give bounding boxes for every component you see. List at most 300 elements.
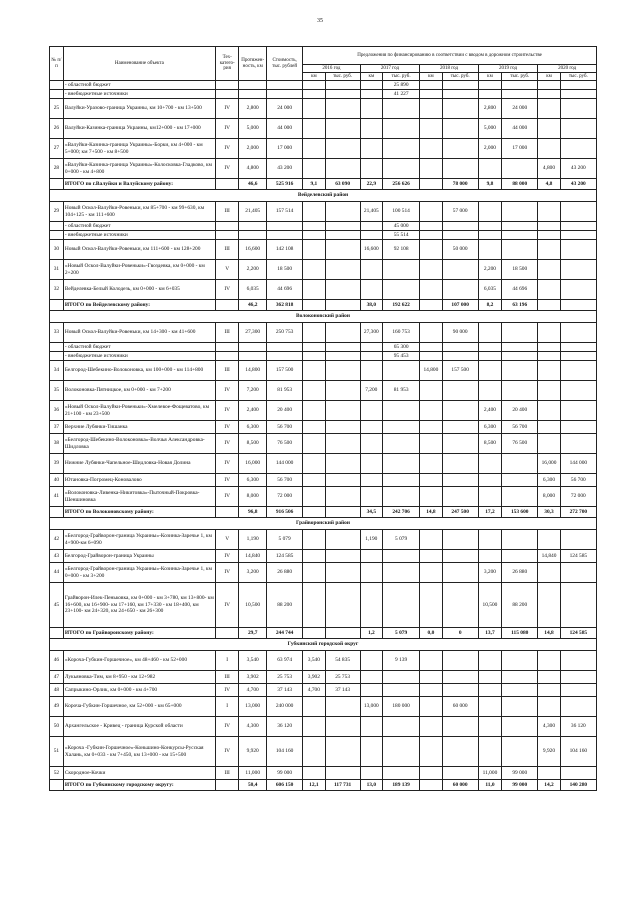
row-number (50, 628, 64, 639)
year-value-cell: 3,200 (478, 563, 501, 583)
year-value-cell: 11,0 (478, 780, 501, 791)
year-value-cell (538, 260, 560, 280)
length-cell: 6,035 (239, 280, 267, 300)
year-value-cell (478, 352, 501, 361)
year-value-cell: 104 160 (560, 737, 596, 767)
year-value-cell (325, 280, 360, 300)
year-value-cell (303, 159, 325, 179)
object-name: - областной бюджет (63, 81, 215, 90)
year-value-cell (560, 90, 596, 99)
row-number: 52 (50, 767, 64, 780)
header-year-2020: 2020 год (538, 65, 597, 73)
length-cell: 3,200 (239, 563, 267, 583)
row-number (50, 507, 64, 518)
category-cell: IV (215, 454, 238, 474)
year-value-cell (560, 563, 596, 583)
year-value-cell (383, 99, 420, 119)
row-number: 30 (50, 240, 64, 260)
year-value-cell: 5,000 (478, 119, 501, 139)
table-row (50, 454, 597, 474)
year-value-cell (325, 260, 360, 280)
category-cell: III (215, 240, 238, 260)
year-value-cell (502, 361, 538, 381)
year-value-cell (442, 530, 478, 550)
year-value-cell (538, 81, 560, 90)
year-value-cell (478, 381, 501, 401)
year-value-cell (360, 401, 382, 421)
year-value-cell (325, 717, 360, 737)
year-value-cell: 8,500 (478, 434, 501, 454)
length-cell: 4,800 (239, 159, 267, 179)
year-value-cell (442, 280, 478, 300)
year-value-cell (478, 159, 501, 179)
year-value-cell (442, 454, 478, 474)
row-number: 50 (50, 717, 64, 737)
year-value-cell (538, 671, 560, 684)
object-name: Валуйки-Казинка-граница Украины, км12+000 - км 17+000 (63, 119, 215, 139)
year-value-cell (560, 361, 596, 381)
year-value-cell (502, 240, 538, 260)
cost-cell (267, 90, 303, 99)
category-cell (215, 222, 238, 231)
year-value-cell (478, 651, 501, 671)
cost-cell (267, 231, 303, 240)
year-value-cell (442, 550, 478, 563)
year-value-cell: 56 700 (560, 474, 596, 487)
row-number: 28 (50, 159, 64, 179)
year-value-cell (442, 222, 478, 231)
year-value-cell (538, 300, 560, 311)
page-number: 35 (317, 18, 323, 24)
sub-row (50, 90, 597, 99)
row-number: 35 (50, 381, 64, 401)
year-value-cell (560, 240, 596, 260)
cost-cell: 17 000 (267, 139, 303, 159)
year-value-cell: 5 079 (383, 530, 420, 550)
year-value-cell (360, 421, 382, 434)
header-unit-rub: тыс. руб. (560, 73, 596, 81)
year-value-cell (478, 240, 501, 260)
year-value-cell (383, 401, 420, 421)
table-row (50, 159, 597, 179)
total-row (50, 780, 597, 791)
object-name: «Белгород-Грайворон-граница Украины»-Козинка-Заречье 1, км 4+900-км 6+090 (63, 530, 215, 550)
year-value-cell: 22,9 (360, 179, 382, 190)
year-value-cell (442, 381, 478, 401)
cost-cell (267, 222, 303, 231)
length-cell: 5,000 (239, 119, 267, 139)
cost-cell: 124 585 (267, 550, 303, 563)
year-value-cell: 256 626 (383, 179, 420, 190)
year-value-cell (502, 222, 538, 231)
row-number: 47 (50, 671, 64, 684)
year-value-cell (383, 434, 420, 454)
year-value-cell (325, 361, 360, 381)
year-value-cell (360, 563, 382, 583)
row-number (50, 780, 64, 791)
row-number: 45 (50, 583, 64, 628)
year-value-cell: 13,0 (360, 780, 382, 791)
year-value-cell (360, 717, 382, 737)
year-value-cell: 99 000 (502, 780, 538, 791)
year-value-cell (303, 381, 325, 401)
category-cell: IV (215, 684, 238, 697)
year-value-cell (420, 323, 442, 343)
year-value-cell (325, 421, 360, 434)
year-value-cell (303, 139, 325, 159)
row-number: 40 (50, 474, 64, 487)
year-value-cell (560, 222, 596, 231)
row-number: 48 (50, 684, 64, 697)
year-value-cell: 50 000 (442, 240, 478, 260)
object-name: Скородное-Кочки (63, 767, 215, 780)
year-value-cell (502, 343, 538, 352)
category-cell: III (215, 767, 238, 780)
length-cell: 21,405 (239, 202, 267, 222)
year-value-cell (442, 90, 478, 99)
object-name: «Белгород-Грайворон-граница Украины»-Козинка-Заречье 1, км 0+000 - км 3+200 (63, 563, 215, 583)
year-value-cell (325, 139, 360, 159)
year-value-cell (560, 280, 596, 300)
year-value-cell (560, 434, 596, 454)
year-value-cell (538, 421, 560, 434)
row-number: 46 (50, 651, 64, 671)
year-value-cell (360, 90, 382, 99)
year-value-cell (303, 81, 325, 90)
table-row (50, 99, 597, 119)
year-value-cell (538, 684, 560, 697)
year-value-cell (442, 651, 478, 671)
cost-cell (267, 81, 303, 90)
year-value-cell (303, 361, 325, 381)
year-value-cell: 8,2 (478, 300, 501, 311)
category-cell: IV (215, 421, 238, 434)
header-year-2018: 2018 год (420, 65, 479, 73)
length-cell: 96,8 (239, 507, 267, 518)
year-value-cell (325, 628, 360, 639)
table-row (50, 684, 597, 697)
length-cell: 14,840 (239, 550, 267, 563)
year-value-cell (360, 737, 382, 767)
length-cell: 3,540 (239, 651, 267, 671)
year-value-cell (303, 99, 325, 119)
year-value-cell (360, 583, 382, 628)
object-name: Волоконовка-Пятницкое, км 0+000 - км 7+200 (63, 381, 215, 401)
year-value-cell (502, 474, 538, 487)
category-cell (215, 780, 238, 791)
year-value-cell: 41 227 (383, 90, 420, 99)
year-value-cell: 4,700 (303, 684, 325, 697)
year-value-cell: 20 400 (502, 401, 538, 421)
year-value-cell (420, 780, 442, 791)
year-value-cell (360, 361, 382, 381)
year-value-cell (360, 139, 382, 159)
year-value-cell (560, 697, 596, 717)
year-value-cell (383, 671, 420, 684)
table-row (50, 361, 597, 381)
year-value-cell (303, 717, 325, 737)
year-value-cell (325, 300, 360, 311)
cost-cell: 525 916 (267, 179, 303, 190)
year-value-cell (538, 530, 560, 550)
year-value-cell: 6,035 (478, 280, 501, 300)
year-value-cell (325, 81, 360, 90)
year-value-cell (383, 454, 420, 474)
year-value-cell: 0,0 (420, 628, 442, 639)
year-value-cell (442, 343, 478, 352)
cost-cell (267, 352, 303, 361)
year-value-cell (383, 737, 420, 767)
year-value-cell (538, 767, 560, 780)
year-value-cell (420, 231, 442, 240)
year-value-cell: 3,540 (303, 651, 325, 671)
year-value-cell: 63 196 (502, 300, 538, 311)
year-value-cell: 56 700 (502, 421, 538, 434)
cost-cell: 26 880 (267, 563, 303, 583)
year-value-cell (442, 421, 478, 434)
year-value-cell (560, 231, 596, 240)
year-value-cell: 30,3 (538, 507, 560, 518)
year-value-cell (420, 717, 442, 737)
length-cell: 3,902 (239, 671, 267, 684)
year-value-cell: 153 600 (502, 507, 538, 518)
year-value-cell (478, 697, 501, 717)
year-value-cell: 13,7 (478, 628, 501, 639)
year-value-cell (442, 81, 478, 90)
length-cell: 46,6 (239, 179, 267, 190)
year-value-cell: 60 000 (442, 697, 478, 717)
length-cell: 10,500 (239, 583, 267, 628)
object-name: Новый Оскол-Валуйки-Ровеньки, км 14+300 - км 41+600 (63, 323, 215, 343)
length-cell: 2,800 (239, 99, 267, 119)
year-value-cell (325, 507, 360, 518)
year-value-cell (420, 671, 442, 684)
category-cell: IV (215, 381, 238, 401)
year-value-cell (420, 737, 442, 767)
category-cell: I (215, 697, 238, 717)
cost-cell: 36 120 (267, 717, 303, 737)
year-value-cell (325, 583, 360, 628)
year-value-cell (325, 767, 360, 780)
cost-cell: 63 974 (267, 651, 303, 671)
year-value-cell (478, 343, 501, 352)
year-value-cell (502, 352, 538, 361)
cost-cell: 104 160 (267, 737, 303, 767)
year-value-cell (303, 697, 325, 717)
year-value-cell (420, 474, 442, 487)
year-value-cell (420, 240, 442, 260)
year-value-cell (360, 454, 382, 474)
length-cell: 8,500 (239, 434, 267, 454)
year-value-cell (325, 381, 360, 401)
year-value-cell (502, 381, 538, 401)
year-value-cell (560, 260, 596, 280)
year-value-cell (478, 550, 501, 563)
year-value-cell (478, 530, 501, 550)
cost-cell: 44 000 (267, 119, 303, 139)
length-cell: 14,800 (239, 361, 267, 381)
year-value-cell (502, 651, 538, 671)
year-value-cell: 4,800 (538, 159, 560, 179)
category-cell: IV (215, 99, 238, 119)
cost-cell: 240 000 (267, 697, 303, 717)
row-number: 49 (50, 697, 64, 717)
header-unit-km: км (303, 73, 325, 81)
year-value-cell (442, 231, 478, 240)
cost-cell: 43 200 (267, 159, 303, 179)
year-value-cell (420, 179, 442, 190)
year-value-cell (325, 343, 360, 352)
year-value-cell (360, 671, 382, 684)
row-number (50, 179, 64, 190)
length-cell (239, 352, 267, 361)
year-value-cell: 34,5 (360, 507, 382, 518)
year-value-cell (442, 563, 478, 583)
year-value-cell (442, 139, 478, 159)
year-value-cell: 10,500 (478, 583, 501, 628)
length-cell: 2,000 (239, 139, 267, 159)
year-value-cell (420, 119, 442, 139)
object-name: Ютановка-Погромец-Коновалово (63, 474, 215, 487)
year-value-cell (360, 474, 382, 487)
year-value-cell (325, 352, 360, 361)
year-value-cell (325, 697, 360, 717)
cost-cell: 157 500 (267, 361, 303, 381)
year-value-cell (560, 421, 596, 434)
header-year-2017: 2017 год (360, 65, 420, 73)
length-cell: 50,4 (239, 780, 267, 791)
header-unit-rub: тыс. руб. (442, 73, 478, 81)
year-value-cell (420, 583, 442, 628)
year-value-cell: 45 000 (383, 222, 420, 231)
year-value-cell (325, 323, 360, 343)
year-value-cell: 16,000 (538, 454, 560, 474)
row-number: 33 (50, 323, 64, 343)
year-value-cell: 124 585 (560, 628, 596, 639)
year-value-cell (420, 159, 442, 179)
year-value-cell (560, 530, 596, 550)
category-cell: IV (215, 401, 238, 421)
year-value-cell (420, 381, 442, 401)
category-cell: IV (215, 474, 238, 487)
length-cell: 2,200 (239, 260, 267, 280)
year-value-cell (325, 550, 360, 563)
year-value-cell (360, 651, 382, 671)
year-value-cell (560, 343, 596, 352)
district-name: Губкинский городской округ (50, 639, 597, 651)
table-row (50, 737, 597, 767)
cost-cell: 56 700 (267, 421, 303, 434)
header-category: Тех- катего- рия (215, 47, 238, 81)
cost-cell: 72 000 (267, 487, 303, 507)
length-cell: 9,920 (239, 737, 267, 767)
year-value-cell (442, 767, 478, 780)
year-value-cell: 115 080 (502, 628, 538, 639)
row-number: 31 (50, 260, 64, 280)
year-value-cell: 11,000 (478, 767, 501, 780)
table-row (50, 563, 597, 583)
year-value-cell: 4,8 (538, 179, 560, 190)
year-value-cell (303, 434, 325, 454)
object-name: «Валуйки-Казинка-граница Украины»-Борки, км 4+000 - км 5+000; км 7+500 - км 8+500 (63, 139, 215, 159)
year-value-cell (442, 684, 478, 697)
year-value-cell (325, 240, 360, 260)
year-value-cell (420, 563, 442, 583)
object-name: Белгород-Грайворон-граница Украины (63, 550, 215, 563)
object-name: Новый Оскол-Валуйки-Ровеньки, км 85+700 - км 99+630, км 104+125 - км 111+600 (63, 202, 215, 222)
object-name: Верхние Лубянки-Тишанка (63, 421, 215, 434)
year-value-cell: 25 890 (383, 81, 420, 90)
object-name: ИТОГО по Губкинскому городскому округу: (63, 780, 215, 791)
year-value-cell (303, 300, 325, 311)
category-cell: IV (215, 434, 238, 454)
length-cell: 1,190 (239, 530, 267, 550)
year-value-cell: 54 835 (325, 651, 360, 671)
length-cell (239, 81, 267, 90)
year-value-cell: 157 500 (442, 361, 478, 381)
header-unit-km: км (360, 73, 382, 81)
year-value-cell: 192 622 (383, 300, 420, 311)
object-name: Сапрыкино-Орлик, км 0+000 - км 4+700 (63, 684, 215, 697)
header-num: № п/п (50, 47, 64, 81)
year-value-cell (383, 474, 420, 487)
year-value-cell: 3,902 (303, 671, 325, 684)
year-value-cell (420, 352, 442, 361)
length-cell: 2,400 (239, 401, 267, 421)
length-cell: 11,000 (239, 767, 267, 780)
year-value-cell (538, 231, 560, 240)
year-value-cell: 24 000 (502, 99, 538, 119)
row-number: 32 (50, 280, 64, 300)
table-row (50, 550, 597, 563)
year-value-cell: 72 000 (560, 487, 596, 507)
year-value-cell: 14,2 (538, 780, 560, 791)
year-value-cell (325, 434, 360, 454)
year-value-cell: 13,000 (360, 697, 382, 717)
year-value-cell (325, 563, 360, 583)
category-cell (215, 179, 238, 190)
year-value-cell (502, 684, 538, 697)
length-cell: 7,200 (239, 381, 267, 401)
year-value-cell (360, 222, 382, 231)
year-value-cell (538, 401, 560, 421)
year-value-cell: 38,0 (360, 300, 382, 311)
row-number (50, 231, 64, 240)
cost-cell: 362 818 (267, 300, 303, 311)
year-value-cell (303, 583, 325, 628)
sub-row (50, 352, 597, 361)
category-cell: V (215, 530, 238, 550)
object-name: ИТОГО по Грайворонскому району: (63, 628, 215, 639)
row-number: 39 (50, 454, 64, 474)
year-value-cell (478, 231, 501, 240)
year-value-cell: 5 079 (383, 628, 420, 639)
year-value-cell (538, 280, 560, 300)
table-row (50, 583, 597, 628)
year-value-cell (478, 81, 501, 90)
object-name: «Короча-Губкин-Горшечное», км 48+460 - км 52+000 (63, 651, 215, 671)
table-row (50, 421, 597, 434)
year-value-cell: 2,400 (478, 401, 501, 421)
year-value-cell (383, 583, 420, 628)
year-value-cell (478, 454, 501, 474)
year-value-cell (303, 352, 325, 361)
year-value-cell: 14,840 (538, 550, 560, 563)
table-body (50, 81, 597, 791)
year-value-cell: 144 000 (560, 454, 596, 474)
cost-cell: 144 000 (267, 454, 303, 474)
category-cell (215, 507, 238, 518)
